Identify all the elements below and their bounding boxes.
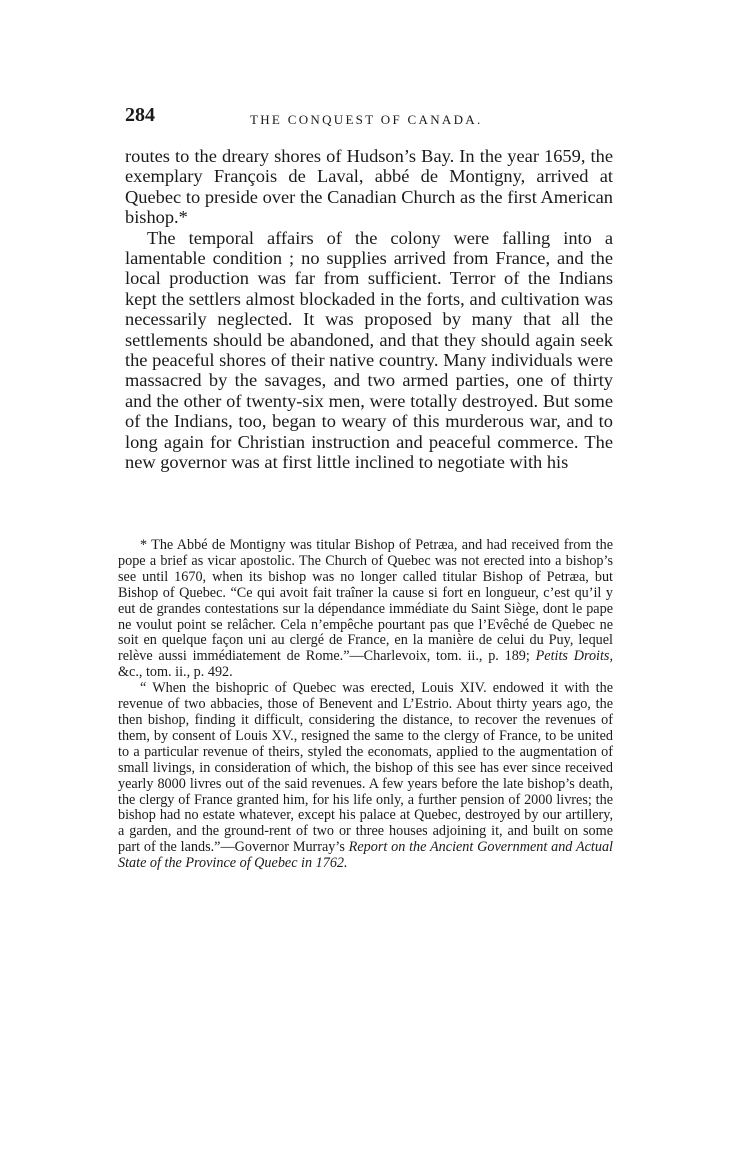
footnote-montigny-citation: Petits Droits, bbox=[535, 648, 613, 665]
main-text bbox=[125, 146, 613, 473]
footnote-bishopric-text: “ When the bishopric of Quebec was erected, Louis XIV. endowed it with the revenue of two abbacies, those of Benevent and L’Estrio. About thirty years ago, the then bishop, finding it difficult, considering the distance, to recover the revenues of them, by consent of Louis XV., resigned the same to the clergy of France, to be united to a particular revenue of theirs, styled the economats, applied to the augmentation of small livings, in consideration of which, the bishop of this see has ever since received yearly 8000 livres out of the said revenues. A few years before the late bishop’s death, the clergy of France granted him, for his life only, a further pension of 2000 livres; the bishop had no estate whatever, except his palace at Quebec, destroyed by our artillery, a garden, and the ground-rent of two or three houses adjoining it, and built on some part of the lands.”—Governor Murray’s bbox=[118, 680, 613, 856]
footnote-montigny-text: * The Abbé de Montigny was titular Bishop of Petræa, and had received from the pope a brief as vicar apostolic. The Church of Quebec was not erected into a bishop’s see until 1670, when its bishop was no longer called titular Bishop of Petræa, but Bishop of Quebec. “Ce qui avoit fait traîner la cause si fort en longueur, c’est qu’il y eut de grandes contestations sur la dépendance immédiate du Saint Siège, dont le pape ne voulut point se relâcher. Cela n’empêche pourtant pas que l’Evêché de Quebec ne soit en quelque façon uni au clergé de France, en la manière de celui du Puy, lequel relève aussi immédiatement de Rome.”—Charlevoix, tom. ii., p. 189; bbox=[118, 537, 613, 665]
page-number: 284 bbox=[125, 104, 155, 126]
paragraph-temporal-affairs: The temporal affairs of the colony were falling into a lamentable condition ; no supplies arrived from France, and the local production was far from sufficient. Terror of the Indians kept the settlers almost blockaded in the forts, and cultivation was necessarily neglected. It was proposed by many that all the settlements should be abandoned, and that they should again seek the peaceful shores of their native country. Many individuals were massacred by the savages, and two armed parties, one of thirty and the other of twenty-six men, were totally destroyed. But some of the Indians, too, began to weary of this murderous war, and to long again for Christian instruction and peaceful commerce. The new governor was at first little inclined to negotiate with his bbox=[125, 227, 613, 473]
page-header bbox=[125, 104, 615, 132]
footnote-montigny bbox=[118, 538, 613, 681]
footnote-bishopric-citation: Report on the Ancient Government and Actual State of the Province of Quebec in 1762. bbox=[118, 839, 613, 872]
footnotes bbox=[118, 538, 613, 872]
footnote-bishopric bbox=[118, 681, 613, 872]
footnote-montigny-tail: &c., tom. ii., p. 492. bbox=[118, 664, 233, 681]
running-head: THE CONQUEST OF CANADA. bbox=[250, 112, 483, 127]
paragraph-continuation: routes to the dreary shores of Hudson’s Bay. In the year 1659, the exemplary François de Laval, abbé de Montigny, arrived at Quebec to preside over the Canadian Church as the first American bishop.* bbox=[125, 146, 613, 228]
